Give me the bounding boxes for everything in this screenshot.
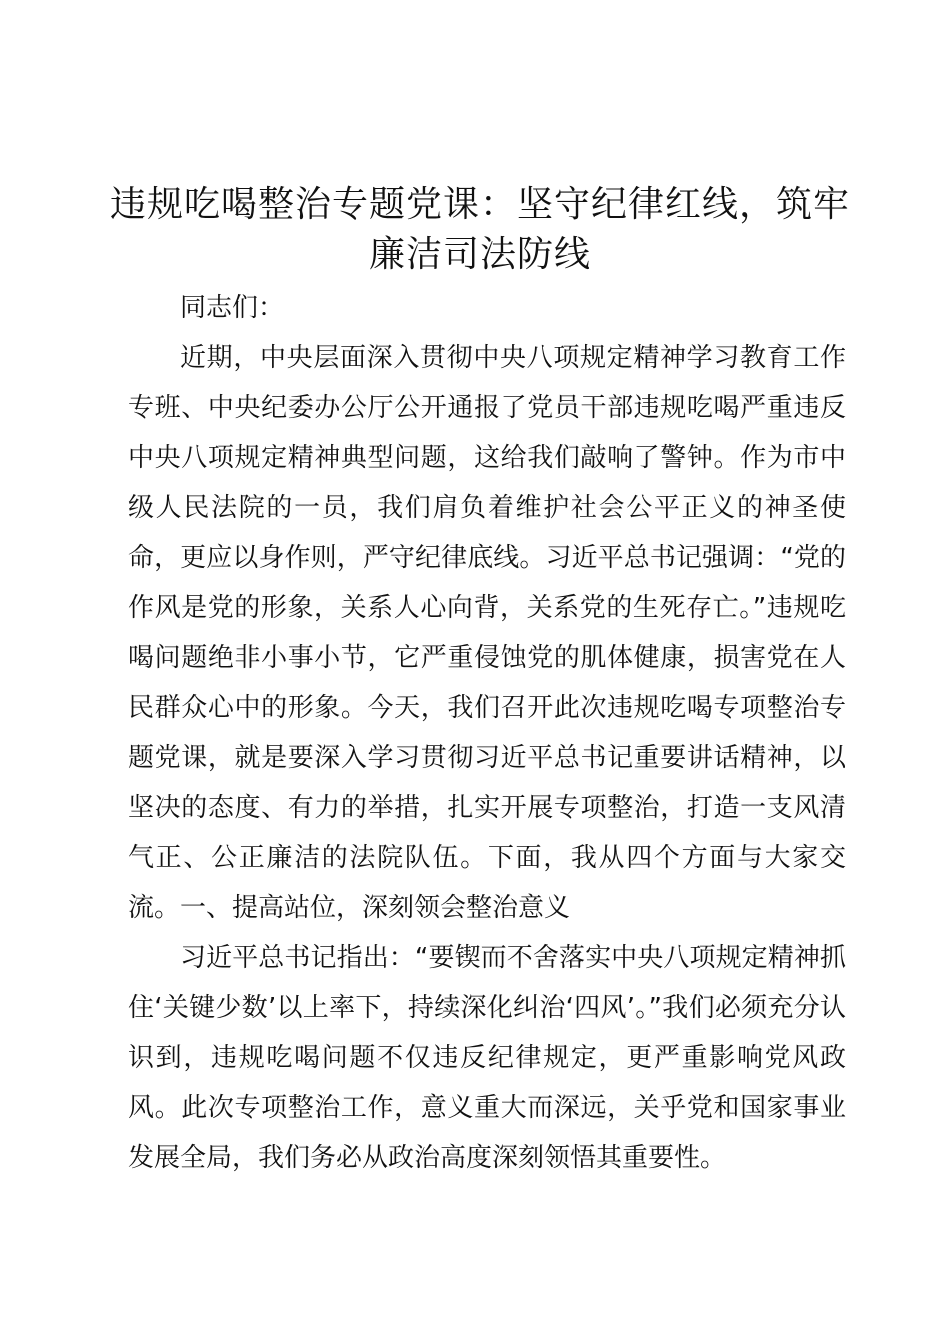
salutation: 同志们： xyxy=(180,293,285,323)
document-title: 违规吃喝整治专题党课：坚守纪律红线，筑牢廉洁司法防线 xyxy=(110,184,851,275)
section-paragraph-1: 习近平总书记指出：“要锲而不舍落实中央八项规定精神抓住‘关键少数’以上率下，持续深化纠治‘四风’。”我们必须充分认识到，违规吃喝问题不仅违反纪律规定，更严重影响党风政风。此次专项整治工作，意义重大而深远，关乎党和国家事业发展全局，我们务必从政治高度深刻领悟其重要性。 xyxy=(128,943,846,1173)
section-heading-1: 一、提高站位，深刻领会整治意义 xyxy=(180,893,571,923)
body-paragraph-1: 近期，中央层面深入贯彻中央八项规定精神学习教育工作专班、中央纪委办公厅公开通报了党员干部违规吃喝严重违反中央八项规定精神典型问题，这给我们敲响了警钟。作为市中级人民法院的一员，我们肩负着维护社会公平正义的神圣使命，更应以身作则，严守纪律底线。习近平总书记强调：“党的作风是党的形象，关系人心向背，关系党的生死存亡。”违规吃喝问题绝非小事小节，它严重侵蚀党的肌体健康，损害党在人民群众心中的形象。今天，我们召开此次违规吃喝专项整治专题党课，就是要深入学习贯彻习近平总书记重要讲话精神，以坚决的态度、有力的举措，扎实开展专项整治，打造一支风清气正、公正廉洁的法院队伍。下面，我从四个方面与大家交流。 xyxy=(128,343,846,923)
